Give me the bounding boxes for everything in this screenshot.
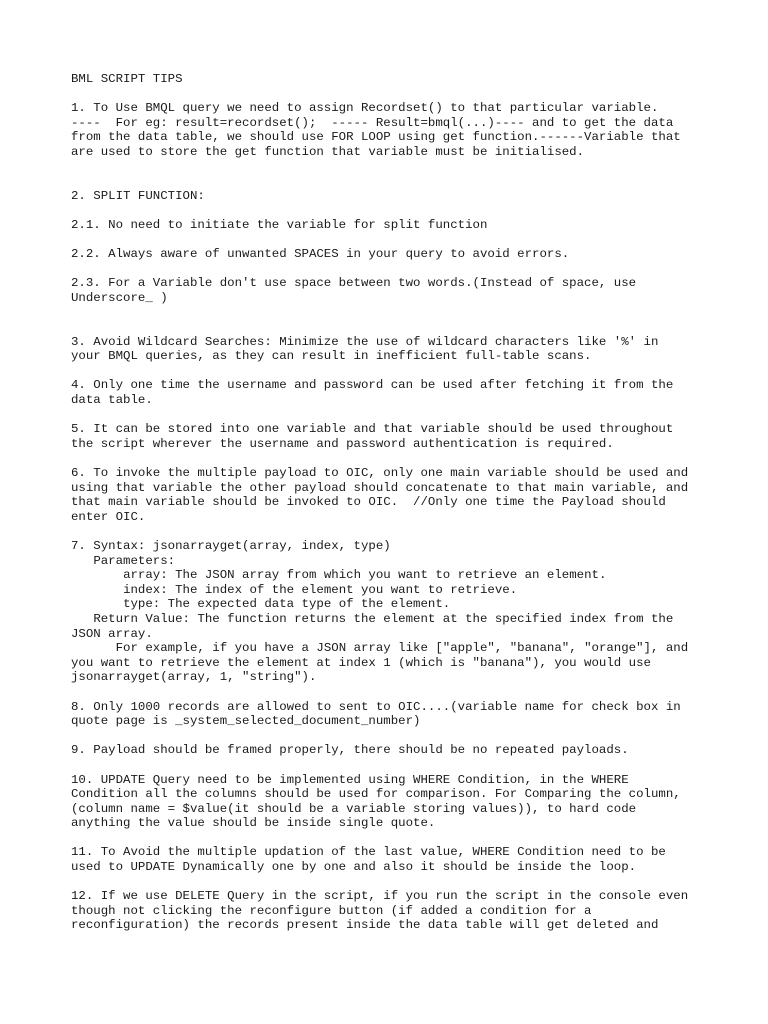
- tip-10: 10. UPDATE Query need to be implemented using WHERE Condition, in the WHERE Condition all the columns should be used for comparison. For Comparing the column, (column name = $value(it should be a variable storing values)), to hard code anything the value should be inside single quote.: [71, 772, 681, 831]
- tip-2-3: 2.3. For a Variable don't use space between two words.(Instead of space, use Underscore_ ): [71, 276, 637, 305]
- tip-11: 11. To Avoid the multiple updation of the last value, WHERE Condition need to be used to UPDATE Dynamically one by one and also it should be inside the loop.: [71, 845, 666, 875]
- tip-2-1: 2.1. No need to initiate the variable for split function: [71, 217, 488, 232]
- tip-2-2: 2.2. Always aware of unwanted SPACES in your query to avoid errors.: [71, 247, 570, 262]
- tip-12: 12. If we use DELETE Query in the script, if you run the script in the console even though not clicking the reconfigure button (if added a condition for a reconfiguration) the records present inside the data table will get deleted and: [71, 889, 689, 933]
- tip-3: 3. Avoid Wildcard Searches: Minimize the use of wildcard characters like '%' in your BMQL queries, as they can result in inefficient full-table scans.: [71, 334, 659, 364]
- document-page: [71, 72, 711, 933]
- tip-7: 7. Syntax: jsonarrayget(array, index, type) Parameters: array: The JSON array from which you want to retrieve an element. index: The index of the element you want to retrieve. type: The expected data type of the element. Return Value: The function returns the element at the specified index from the JSON array. For example, if you have a JSON array like ["apple", "banana", "orange"], and you want to retrieve the element at index 1 (which is "banana"), you would use jsonarrayget(array, 1, "string").: [71, 539, 689, 685]
- tip-5: 5. It can be stored into one variable and that variable should be used throughout the script wherever the username and password authentication is required.: [71, 422, 674, 451]
- tip-1: 1. To Use BMQL query we need to assign Recordset() to that particular variable. ---- For eg: result=recordset(); ----- Result=bmql(...)---- and to get the data from the data table, we should use FOR LOOP using get function.------Variable that are used to store the get function that variable must be initialised.: [71, 101, 681, 159]
- tip-9: 9. Payload should be framed properly, there should be no repeated payloads.: [71, 743, 629, 758]
- document-title: BML SCRIPT TIPS: [71, 72, 183, 86]
- tip-8: 8. Only 1000 records are allowed to sent to OIC....(variable name for check box in quote page is _system_selected_document_number): [71, 699, 681, 729]
- tip-4: 4. Only one time the username and password can be used after fetching it from the data table.: [71, 378, 674, 408]
- tip-6: 6. To invoke the multiple payload to OIC, only one main variable should be used and using that variable the other payload should concatenate to that main variable, and that main variable should be invoked to OIC. //Only one time the Payload should enter OIC.: [71, 466, 689, 524]
- tip-2-heading: 2. SPLIT FUNCTION:: [71, 188, 205, 203]
